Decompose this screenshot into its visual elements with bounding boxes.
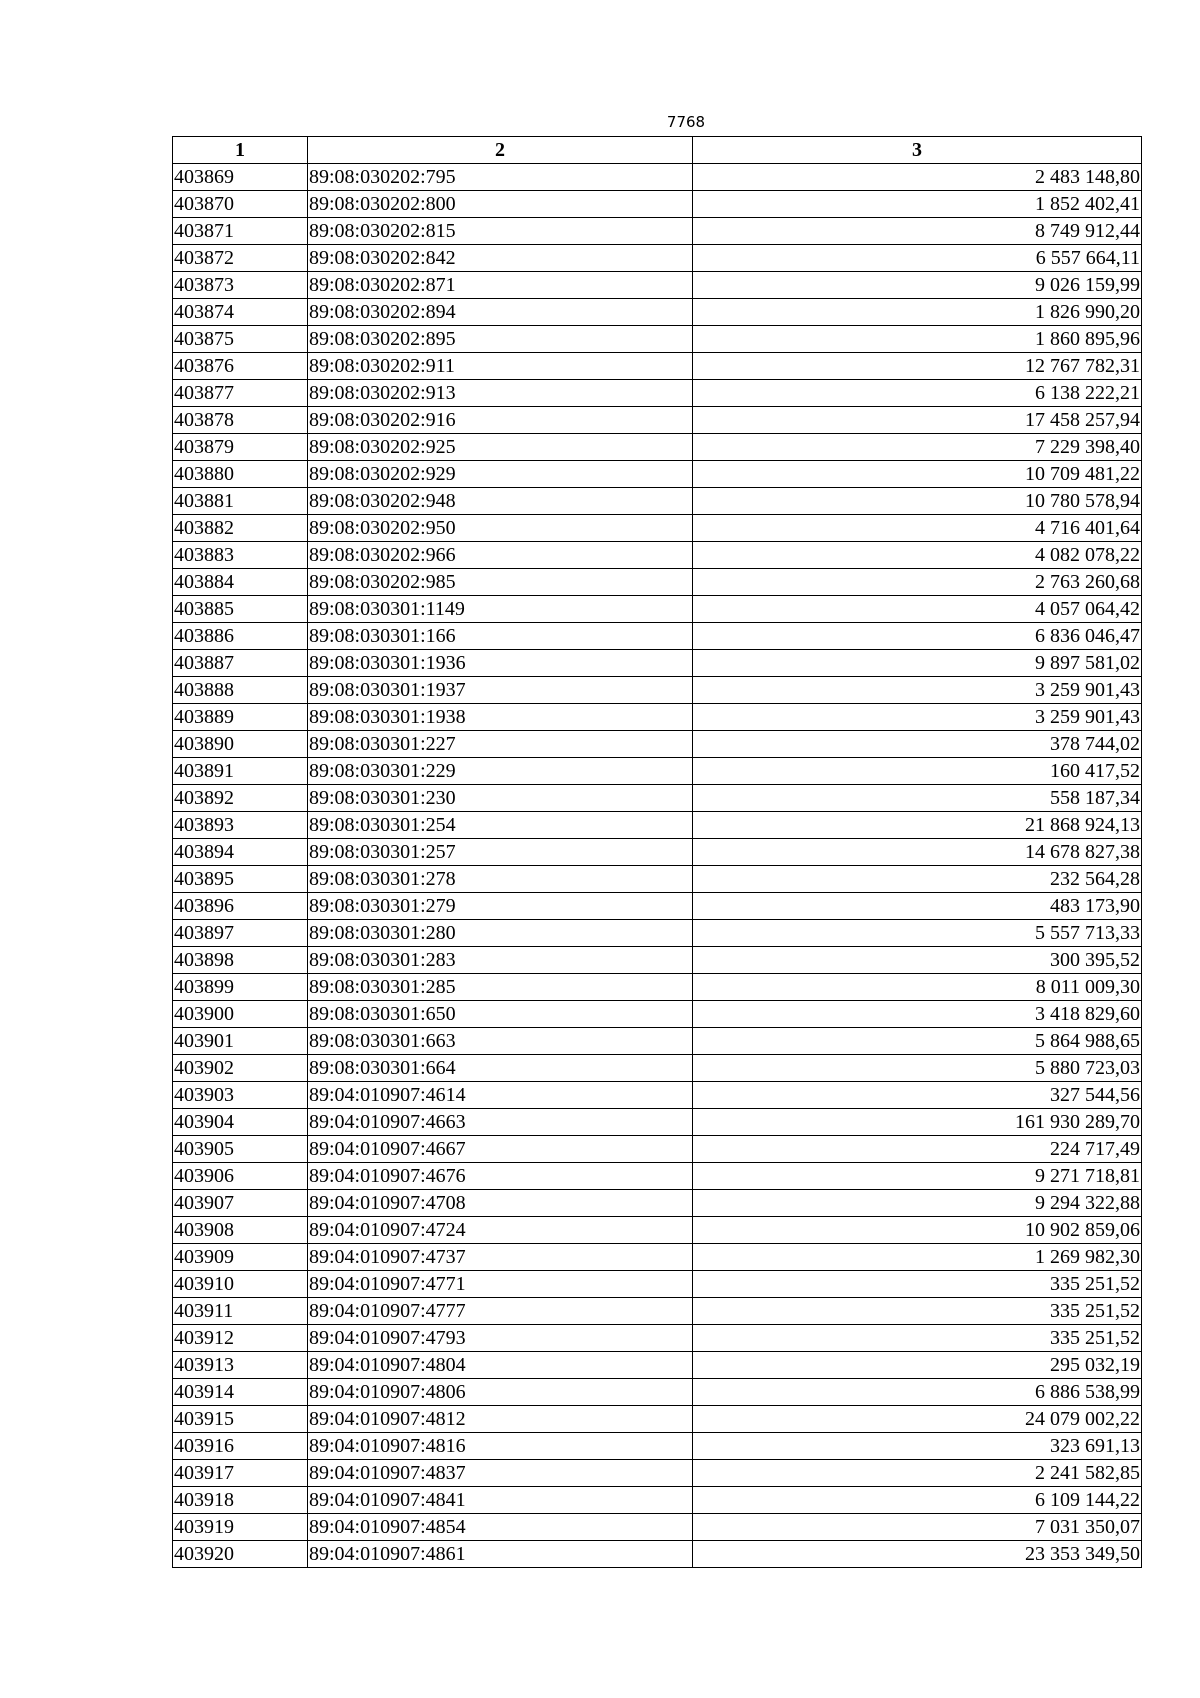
cadastral-number-cell: 89:04:010907:4837 — [308, 1460, 693, 1487]
cadastral-value-cell: 24 079 002,22 — [693, 1406, 1142, 1433]
cadastral-number-cell: 89:08:030202:948 — [308, 488, 693, 515]
table-row — [173, 407, 1142, 434]
row-number-cell: 403911 — [173, 1298, 308, 1325]
cadastral-value-cell: 6 109 144,22 — [693, 1487, 1142, 1514]
table-row — [173, 542, 1142, 569]
table-row — [173, 1325, 1142, 1352]
row-number-cell: 403895 — [173, 866, 308, 893]
row-number-cell: 403874 — [173, 299, 308, 326]
row-number-cell: 403877 — [173, 380, 308, 407]
cadastral-value-cell: 9 271 718,81 — [693, 1163, 1142, 1190]
table-row — [173, 731, 1142, 758]
cadastral-number-cell: 89:04:010907:4812 — [308, 1406, 693, 1433]
cadastral-number-cell: 89:08:030202:929 — [308, 461, 693, 488]
cadastral-number-cell: 89:08:030301:1937 — [308, 677, 693, 704]
cadastral-value-cell: 4 082 078,22 — [693, 542, 1142, 569]
column-header-1: 1 — [173, 137, 308, 164]
cadastral-value-cell: 6 557 664,11 — [693, 245, 1142, 272]
cadastral-number-cell: 89:08:030301:283 — [308, 947, 693, 974]
cadastral-value-cell: 161 930 289,70 — [693, 1109, 1142, 1136]
row-number-cell: 403878 — [173, 407, 308, 434]
cadastral-number-cell: 89:04:010907:4806 — [308, 1379, 693, 1406]
cadastral-number-cell: 89:08:030202:895 — [308, 326, 693, 353]
row-number-cell: 403870 — [173, 191, 308, 218]
row-number-cell: 403882 — [173, 515, 308, 542]
cadastral-value-cell: 160 417,52 — [693, 758, 1142, 785]
cadastral-number-cell: 89:08:030301:1149 — [308, 596, 693, 623]
table-row — [173, 1433, 1142, 1460]
cadastral-number-cell: 89:08:030202:795 — [308, 164, 693, 191]
row-number-cell: 403912 — [173, 1325, 308, 1352]
cadastral-value-cell: 323 691,13 — [693, 1433, 1142, 1460]
table-body — [173, 164, 1142, 1568]
row-number-cell: 403880 — [173, 461, 308, 488]
table-row — [173, 245, 1142, 272]
table-row — [173, 893, 1142, 920]
row-number-cell: 403893 — [173, 812, 308, 839]
table-row — [173, 1298, 1142, 1325]
row-number-cell: 403905 — [173, 1136, 308, 1163]
table-row — [173, 1217, 1142, 1244]
row-number-cell: 403900 — [173, 1001, 308, 1028]
cadastral-value-cell: 10 780 578,94 — [693, 488, 1142, 515]
table-row — [173, 569, 1142, 596]
table-row — [173, 1082, 1142, 1109]
row-number-cell: 403917 — [173, 1460, 308, 1487]
table-row — [173, 1163, 1142, 1190]
table-row — [173, 704, 1142, 731]
cadastral-value-cell: 335 251,52 — [693, 1271, 1142, 1298]
row-number-cell: 403915 — [173, 1406, 308, 1433]
table-row — [173, 326, 1142, 353]
cadastral-value-cell: 1 269 982,30 — [693, 1244, 1142, 1271]
cadastral-value-table — [172, 136, 1142, 1568]
cadastral-number-cell: 89:08:030301:1938 — [308, 704, 693, 731]
row-number-cell: 403909 — [173, 1244, 308, 1271]
table-row — [173, 974, 1142, 1001]
row-number-cell: 403906 — [173, 1163, 308, 1190]
cadastral-value-cell: 14 678 827,38 — [693, 839, 1142, 866]
table-row — [173, 1244, 1142, 1271]
cadastral-number-cell: 89:08:030202:894 — [308, 299, 693, 326]
column-header-2: 2 — [308, 137, 693, 164]
cadastral-value-cell: 1 852 402,41 — [693, 191, 1142, 218]
row-number-cell: 403896 — [173, 893, 308, 920]
cadastral-number-cell: 89:08:030202:985 — [308, 569, 693, 596]
row-number-cell: 403898 — [173, 947, 308, 974]
cadastral-value-cell: 483 173,90 — [693, 893, 1142, 920]
cadastral-value-cell: 4 057 064,42 — [693, 596, 1142, 623]
row-number-cell: 403886 — [173, 623, 308, 650]
cadastral-number-cell: 89:08:030301:285 — [308, 974, 693, 1001]
table-row — [173, 434, 1142, 461]
row-number-cell: 403885 — [173, 596, 308, 623]
cadastral-value-cell: 4 716 401,64 — [693, 515, 1142, 542]
table-row — [173, 1379, 1142, 1406]
cadastral-number-cell: 89:08:030202:911 — [308, 353, 693, 380]
cadastral-value-cell: 10 902 859,06 — [693, 1217, 1142, 1244]
cadastral-value-cell: 1 860 895,96 — [693, 326, 1142, 353]
cadastral-value-cell: 5 880 723,03 — [693, 1055, 1142, 1082]
cadastral-value-cell: 295 032,19 — [693, 1352, 1142, 1379]
row-number-cell: 403890 — [173, 731, 308, 758]
cadastral-value-cell: 335 251,52 — [693, 1325, 1142, 1352]
cadastral-number-cell: 89:08:030301:254 — [308, 812, 693, 839]
row-number-cell: 403889 — [173, 704, 308, 731]
table-row — [173, 461, 1142, 488]
row-number-cell: 403876 — [173, 353, 308, 380]
table-row — [173, 1190, 1142, 1217]
cadastral-number-cell: 89:08:030301:227 — [308, 731, 693, 758]
table-row — [173, 596, 1142, 623]
cadastral-value-cell: 7 031 350,07 — [693, 1514, 1142, 1541]
table-row — [173, 1028, 1142, 1055]
row-number-cell: 403904 — [173, 1109, 308, 1136]
table-row — [173, 785, 1142, 812]
cadastral-value-cell: 6 138 222,21 — [693, 380, 1142, 407]
cadastral-number-cell: 89:04:010907:4614 — [308, 1082, 693, 1109]
cadastral-number-cell: 89:08:030301:229 — [308, 758, 693, 785]
row-number-cell: 403899 — [173, 974, 308, 1001]
cadastral-value-cell: 300 395,52 — [693, 947, 1142, 974]
cadastral-number-cell: 89:04:010907:4854 — [308, 1514, 693, 1541]
cadastral-value-cell: 6 836 046,47 — [693, 623, 1142, 650]
cadastral-value-cell: 8 011 009,30 — [693, 974, 1142, 1001]
cadastral-number-cell: 89:08:030202:925 — [308, 434, 693, 461]
row-number-cell: 403888 — [173, 677, 308, 704]
row-number-cell: 403920 — [173, 1541, 308, 1568]
cadastral-value-cell: 3 418 829,60 — [693, 1001, 1142, 1028]
table-row — [173, 947, 1142, 974]
row-number-cell: 403913 — [173, 1352, 308, 1379]
row-number-cell: 403897 — [173, 920, 308, 947]
table-row — [173, 758, 1142, 785]
table-row — [173, 1109, 1142, 1136]
table-row — [173, 1136, 1142, 1163]
cadastral-number-cell: 89:08:030301:166 — [308, 623, 693, 650]
header-row — [173, 137, 1142, 164]
cadastral-value-cell: 10 709 481,22 — [693, 461, 1142, 488]
row-number-cell: 403916 — [173, 1433, 308, 1460]
row-number-cell: 403918 — [173, 1487, 308, 1514]
table-row — [173, 1487, 1142, 1514]
cadastral-value-cell: 2 483 148,80 — [693, 164, 1142, 191]
table-row — [173, 353, 1142, 380]
table-row — [173, 1514, 1142, 1541]
table-row — [173, 1406, 1142, 1433]
cadastral-value-cell: 7 229 398,40 — [693, 434, 1142, 461]
table-row — [173, 839, 1142, 866]
cadastral-number-cell: 89:08:030301:257 — [308, 839, 693, 866]
cadastral-number-cell: 89:08:030301:278 — [308, 866, 693, 893]
cadastral-value-cell: 17 458 257,94 — [693, 407, 1142, 434]
row-number-cell: 403914 — [173, 1379, 308, 1406]
row-number-cell: 403879 — [173, 434, 308, 461]
cadastral-value-cell: 558 187,34 — [693, 785, 1142, 812]
cadastral-number-cell: 89:04:010907:4708 — [308, 1190, 693, 1217]
cadastral-number-cell: 89:04:010907:4816 — [308, 1433, 693, 1460]
row-number-cell: 403894 — [173, 839, 308, 866]
cadastral-value-cell: 335 251,52 — [693, 1298, 1142, 1325]
cadastral-value-cell: 3 259 901,43 — [693, 704, 1142, 731]
table-row — [173, 299, 1142, 326]
cadastral-number-cell: 89:08:030202:966 — [308, 542, 693, 569]
table-row — [173, 677, 1142, 704]
table-row — [173, 164, 1142, 191]
page-number: 7768 — [666, 113, 706, 131]
cadastral-value-cell: 9 294 322,88 — [693, 1190, 1142, 1217]
cadastral-value-cell: 327 544,56 — [693, 1082, 1142, 1109]
cadastral-number-cell: 89:08:030202:871 — [308, 272, 693, 299]
row-number-cell: 403883 — [173, 542, 308, 569]
cadastral-number-cell: 89:08:030202:950 — [308, 515, 693, 542]
table-row — [173, 272, 1142, 299]
cadastral-value-cell: 21 868 924,13 — [693, 812, 1142, 839]
cadastral-value-cell: 6 886 538,99 — [693, 1379, 1142, 1406]
row-number-cell: 403902 — [173, 1055, 308, 1082]
cadastral-value-cell: 23 353 349,50 — [693, 1541, 1142, 1568]
cadastral-number-cell: 89:04:010907:4841 — [308, 1487, 693, 1514]
cadastral-value-cell: 9 897 581,02 — [693, 650, 1142, 677]
row-number-cell: 403873 — [173, 272, 308, 299]
row-number-cell: 403872 — [173, 245, 308, 272]
table-header — [173, 137, 1142, 164]
row-number-cell: 403869 — [173, 164, 308, 191]
row-number-cell: 403881 — [173, 488, 308, 515]
row-number-cell: 403884 — [173, 569, 308, 596]
table-row — [173, 380, 1142, 407]
cadastral-value-cell: 378 744,02 — [693, 731, 1142, 758]
table-row — [173, 515, 1142, 542]
row-number-cell: 403901 — [173, 1028, 308, 1055]
cadastral-number-cell: 89:08:030202:842 — [308, 245, 693, 272]
table-row — [173, 1460, 1142, 1487]
row-number-cell: 403910 — [173, 1271, 308, 1298]
table-row — [173, 1541, 1142, 1568]
table-row — [173, 1352, 1142, 1379]
cadastral-number-cell: 89:04:010907:4861 — [308, 1541, 693, 1568]
row-number-cell: 403887 — [173, 650, 308, 677]
cadastral-number-cell: 89:04:010907:4804 — [308, 1352, 693, 1379]
row-number-cell: 403907 — [173, 1190, 308, 1217]
cadastral-number-cell: 89:08:030202:916 — [308, 407, 693, 434]
table-row — [173, 866, 1142, 893]
cadastral-number-cell: 89:04:010907:4676 — [308, 1163, 693, 1190]
cadastral-value-cell: 12 767 782,31 — [693, 353, 1142, 380]
cadastral-value-cell: 224 717,49 — [693, 1136, 1142, 1163]
row-number-cell: 403919 — [173, 1514, 308, 1541]
cadastral-value-cell: 5 557 713,33 — [693, 920, 1142, 947]
cadastral-value-cell: 9 026 159,99 — [693, 272, 1142, 299]
cadastral-number-cell: 89:04:010907:4771 — [308, 1271, 693, 1298]
cadastral-number-cell: 89:08:030301:664 — [308, 1055, 693, 1082]
row-number-cell: 403875 — [173, 326, 308, 353]
row-number-cell: 403892 — [173, 785, 308, 812]
cadastral-number-cell: 89:04:010907:4777 — [308, 1298, 693, 1325]
cadastral-number-cell: 89:04:010907:4737 — [308, 1244, 693, 1271]
cadastral-number-cell: 89:04:010907:4667 — [308, 1136, 693, 1163]
table-row — [173, 218, 1142, 245]
cadastral-number-cell: 89:08:030301:650 — [308, 1001, 693, 1028]
cadastral-number-cell: 89:08:030301:279 — [308, 893, 693, 920]
column-header-3: 3 — [693, 137, 1142, 164]
table-row — [173, 623, 1142, 650]
cadastral-value-cell: 2 763 260,68 — [693, 569, 1142, 596]
cadastral-number-cell: 89:08:030202:913 — [308, 380, 693, 407]
table-row — [173, 812, 1142, 839]
cadastral-number-cell: 89:08:030301:1936 — [308, 650, 693, 677]
table-row — [173, 1001, 1142, 1028]
table-row — [173, 650, 1142, 677]
table-row — [173, 1055, 1142, 1082]
row-number-cell: 403871 — [173, 218, 308, 245]
cadastral-number-cell: 89:04:010907:4724 — [308, 1217, 693, 1244]
table-row — [173, 1271, 1142, 1298]
cadastral-number-cell: 89:04:010907:4663 — [308, 1109, 693, 1136]
table-row — [173, 920, 1142, 947]
table-row — [173, 488, 1142, 515]
cadastral-value-cell: 1 826 990,20 — [693, 299, 1142, 326]
row-number-cell: 403891 — [173, 758, 308, 785]
table-row — [173, 191, 1142, 218]
row-number-cell: 403903 — [173, 1082, 308, 1109]
cadastral-value-cell: 3 259 901,43 — [693, 677, 1142, 704]
cadastral-number-cell: 89:08:030202:800 — [308, 191, 693, 218]
cadastral-number-cell: 89:08:030301:663 — [308, 1028, 693, 1055]
cadastral-value-cell: 2 241 582,85 — [693, 1460, 1142, 1487]
cadastral-value-cell: 5 864 988,65 — [693, 1028, 1142, 1055]
cadastral-number-cell: 89:08:030301:280 — [308, 920, 693, 947]
cadastral-number-cell: 89:08:030301:230 — [308, 785, 693, 812]
cadastral-number-cell: 89:08:030202:815 — [308, 218, 693, 245]
row-number-cell: 403908 — [173, 1217, 308, 1244]
cadastral-value-cell: 8 749 912,44 — [693, 218, 1142, 245]
cadastral-value-cell: 232 564,28 — [693, 866, 1142, 893]
cadastral-number-cell: 89:04:010907:4793 — [308, 1325, 693, 1352]
